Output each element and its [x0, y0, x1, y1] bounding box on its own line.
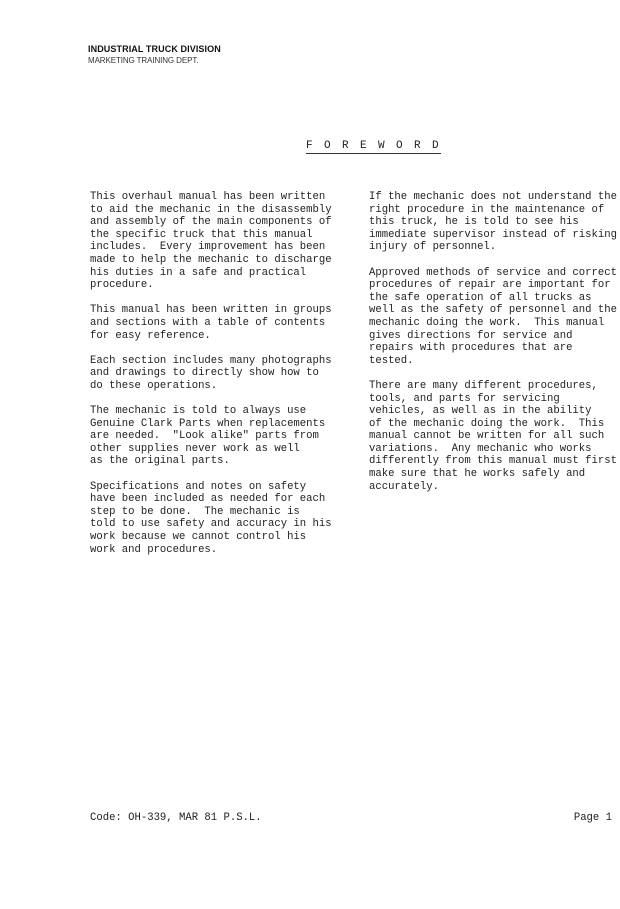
text-line: well as the safety of personnel and the: [369, 304, 617, 317]
text-line: as the original parts.: [90, 455, 230, 468]
text-line: repairs with procedures that are: [369, 342, 573, 355]
text-line: do these operations.: [90, 379, 218, 392]
left-text-column: [90, 191, 340, 569]
text-line: this truck, he is told to see his: [369, 216, 579, 229]
text-line: includes. Every improvement has been: [90, 241, 326, 254]
text-line: have been included as needed for each: [90, 493, 326, 506]
text-line: made to help the mechanic to discharge: [90, 253, 332, 266]
text-line: make sure that he works safely and: [369, 468, 586, 481]
paragraph: [90, 191, 340, 292]
page-number: Page 1: [573, 812, 612, 824]
division-name: INDUSTRIAL TRUCK DIVISION: [88, 44, 221, 54]
text-line: to aid the mechanic in the disassembly: [90, 203, 332, 216]
text-line: mechanic doing the work. This manual: [369, 316, 605, 329]
text-line: variations. Any mechanic who works: [369, 442, 592, 455]
text-line: vehicles, as well as in the ability: [369, 405, 592, 418]
text-line: If the mechanic does not understand the: [369, 191, 617, 203]
text-line: the specific truck that this manual: [90, 228, 313, 241]
text-line: accurately.: [369, 480, 439, 493]
text-line: and drawings to directly show how to: [90, 367, 319, 380]
text-line: Approved methods of service and correct: [369, 266, 617, 279]
page-title: F O R E W O R D: [306, 140, 442, 152]
text-line: the safe operation of all trucks as: [369, 291, 592, 304]
paragraph: [90, 481, 340, 557]
right-text-column: [369, 191, 619, 506]
text-line: This overhaul manual has been written: [90, 191, 326, 203]
paragraph: [369, 191, 619, 254]
document-code: Code: OH-339, MAR 81 P.S.L.: [90, 812, 262, 824]
text-line: and assembly of the main components of: [90, 216, 332, 229]
text-line: This manual has been written in groups: [90, 304, 332, 317]
text-line: manual cannot be written for all such: [369, 430, 605, 443]
text-line: immediate supervisor instead of risking: [369, 228, 617, 241]
text-line: are needed. "Look alike" parts from: [90, 430, 319, 443]
text-line: for easy reference.: [90, 329, 211, 342]
text-line: Specifications and notes on safety: [90, 480, 307, 493]
paragraph: [369, 380, 619, 493]
text-line: tools, and parts for servicing: [369, 392, 560, 405]
text-line: right procedure in the maintenance of: [369, 203, 605, 216]
text-line: gives directions for service and: [369, 329, 573, 342]
text-line: differently from this manual must first: [369, 455, 617, 468]
text-line: other supplies never work as well: [90, 442, 300, 455]
text-line: of the mechanic doing the work. This: [369, 417, 605, 430]
paragraph: [369, 267, 619, 368]
text-line: procedures of repair are important for: [369, 279, 611, 292]
paragraph: [90, 355, 340, 393]
document-header: [88, 43, 221, 67]
text-line: tested.: [369, 354, 414, 367]
department-name: MARKETING TRAINING DEPT.: [88, 56, 199, 65]
text-line: procedure.: [90, 279, 154, 292]
text-line: There are many different procedures,: [369, 379, 598, 392]
text-line: Genuine Clark Parts when replacements: [90, 417, 326, 430]
text-line: his duties in a safe and practical: [90, 266, 307, 279]
text-line: and sections with a table of contents: [90, 316, 326, 329]
text-line: work because we cannot control his: [90, 531, 307, 544]
text-line: work and procedures.: [90, 543, 218, 556]
text-line: Each section includes many photographs: [90, 354, 332, 367]
text-line: injury of personnel.: [369, 241, 497, 254]
text-line: told to use safety and accuracy in his: [90, 518, 332, 531]
text-line: The mechanic is told to always use: [90, 405, 307, 418]
paragraph: [90, 304, 340, 342]
paragraph: [90, 405, 340, 468]
text-line: step to be done. The mechanic is: [90, 505, 300, 518]
